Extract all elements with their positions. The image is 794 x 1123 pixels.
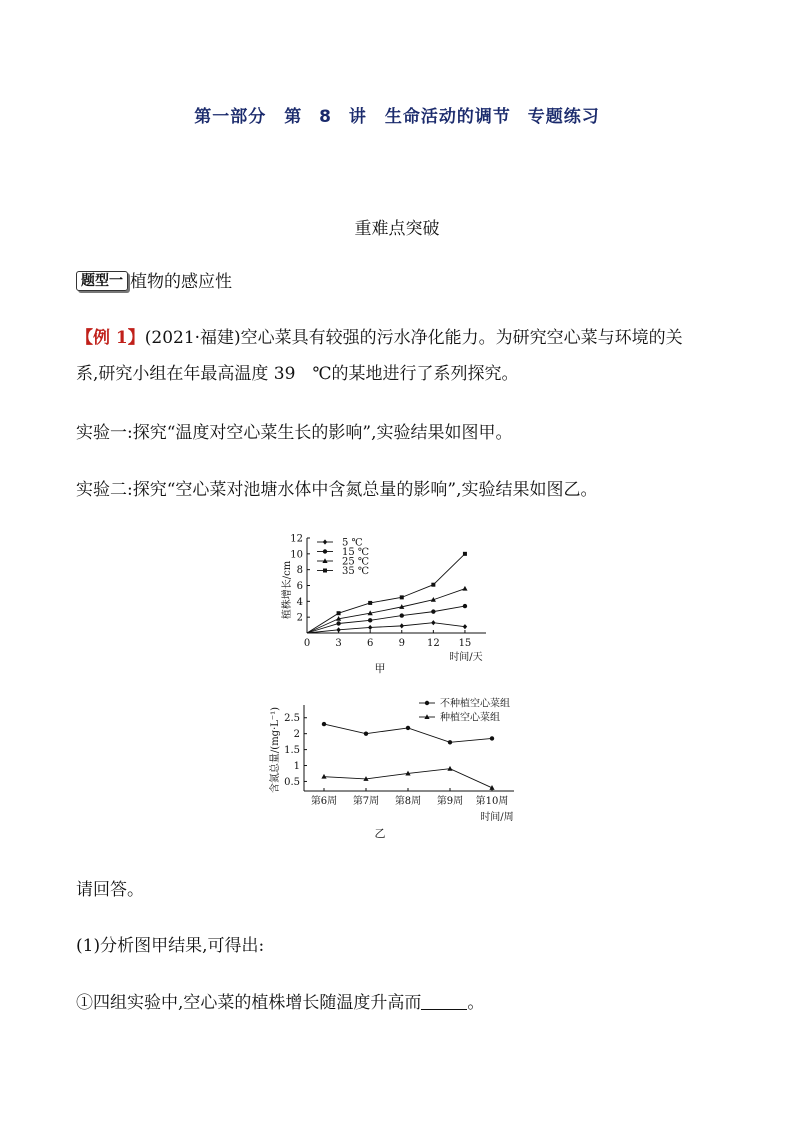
x-tick-label: 第9周 [436, 796, 464, 807]
question-1: (1)分析图甲结果,可得出: [76, 936, 265, 956]
data-point [431, 583, 435, 587]
question-prompt: 请回答。 [76, 880, 144, 900]
chart-jia-x-label: 时间/天 [449, 652, 483, 663]
chart-jia-caption: 甲 [374, 662, 386, 675]
data-point [322, 722, 326, 726]
experiment-2: 实验二:探究“空心菜对池塘水体中含氮总量的影响”,实验结果如图乙。 [76, 480, 598, 500]
series-line-0 [307, 623, 465, 633]
question-1-item-text: ①四组实验中,空心菜的植株增长随温度升高而 [76, 993, 422, 1013]
x-tick-label: 6 [366, 638, 374, 649]
legend-label: 35 ℃ [342, 566, 370, 577]
question-1-item [76, 985, 736, 1021]
y-tick-label: 2 [293, 729, 300, 741]
topic-label: 植物的感应性 [130, 272, 232, 292]
data-point [368, 601, 372, 605]
x-tick-label: 0 [303, 638, 311, 649]
y-tick-label: 2.5 [284, 713, 300, 725]
y-tick-label: 6 [296, 581, 303, 592]
data-point [321, 774, 326, 779]
legend-label: 不种植空心菜组 [440, 698, 510, 710]
example-tag: 【例 1】 [76, 328, 145, 348]
x-tick-label: 12 [426, 638, 440, 649]
chart-yi [262, 695, 524, 845]
data-point [463, 604, 467, 608]
data-point [336, 627, 340, 632]
data-point [368, 618, 372, 622]
series-line-3 [307, 554, 465, 633]
data-point [431, 609, 435, 613]
data-point [400, 613, 404, 617]
legend-label: 15 ℃ [342, 547, 370, 558]
y-tick-label: 0.5 [284, 776, 300, 788]
chart-jia [270, 528, 510, 678]
y-tick-label: 2 [296, 612, 303, 624]
x-tick-label: 9 [398, 638, 405, 649]
answer-blank[interactable] [421, 993, 467, 1010]
x-tick-label: 第8周 [394, 796, 422, 807]
data-point [462, 586, 467, 591]
experiment-1: 实验一:探究“温度对空心菜生长的影响”,实验结果如图甲。 [76, 423, 513, 443]
data-point [448, 740, 452, 744]
y-tick-label: 10 [290, 549, 303, 561]
data-point [400, 595, 404, 599]
chart-yi-y-label: 含氮总量/(mg·L⁻¹) [270, 706, 281, 794]
example-paragraph [76, 320, 736, 392]
data-point [447, 766, 452, 771]
topic-badge: 题型一 [76, 271, 128, 291]
x-tick-label: 第10周 [475, 796, 509, 807]
y-tick-label: 8 [296, 565, 303, 577]
legend-label: 种植空心菜组 [440, 712, 500, 724]
y-tick-label: 1 [293, 761, 300, 773]
data-point [400, 623, 404, 628]
section-title: 重难点突破 [354, 219, 440, 239]
legend-marker [425, 701, 429, 705]
chart-yi-x-label: 时间/周 [480, 812, 514, 823]
topic-heading [76, 264, 736, 300]
data-point [364, 731, 368, 735]
legend-marker [323, 569, 327, 573]
x-tick-label: 第7周 [352, 796, 380, 807]
data-point [463, 552, 467, 556]
legend-marker [323, 539, 327, 544]
example-line-1: (2021·福建)空心菜具有较强的污水净化能力。为研究空心菜与环境的关 [144, 328, 683, 348]
data-point [463, 624, 467, 629]
legend-label: 25 ℃ [342, 556, 370, 568]
x-tick-label: 15 [458, 638, 472, 649]
data-point [406, 726, 410, 730]
x-tick-label: 第6周 [310, 796, 338, 807]
x-tick-label: 3 [335, 638, 342, 649]
y-tick-label: 4 [296, 596, 303, 608]
question-1-item-end: 。 [467, 993, 485, 1013]
data-point [336, 621, 340, 625]
y-tick-label: 12 [290, 533, 303, 545]
legend-label: 5 ℃ [342, 537, 363, 549]
data-point [368, 625, 372, 630]
data-point [337, 611, 341, 615]
data-point [490, 736, 494, 740]
data-point [431, 620, 435, 625]
legend-marker [323, 549, 327, 553]
y-tick-label: 1.5 [284, 745, 300, 757]
chart-yi-caption: 乙 [374, 827, 386, 840]
chart-jia-y-label: 植株增长/cm [282, 560, 293, 620]
page-title: 第一部分 第 8 讲 生命活动的调节 专题练习 [194, 107, 600, 127]
example-line-2: 系,研究小组在年最高温度 39 ℃的某地进行了系列探究。 [76, 364, 519, 384]
